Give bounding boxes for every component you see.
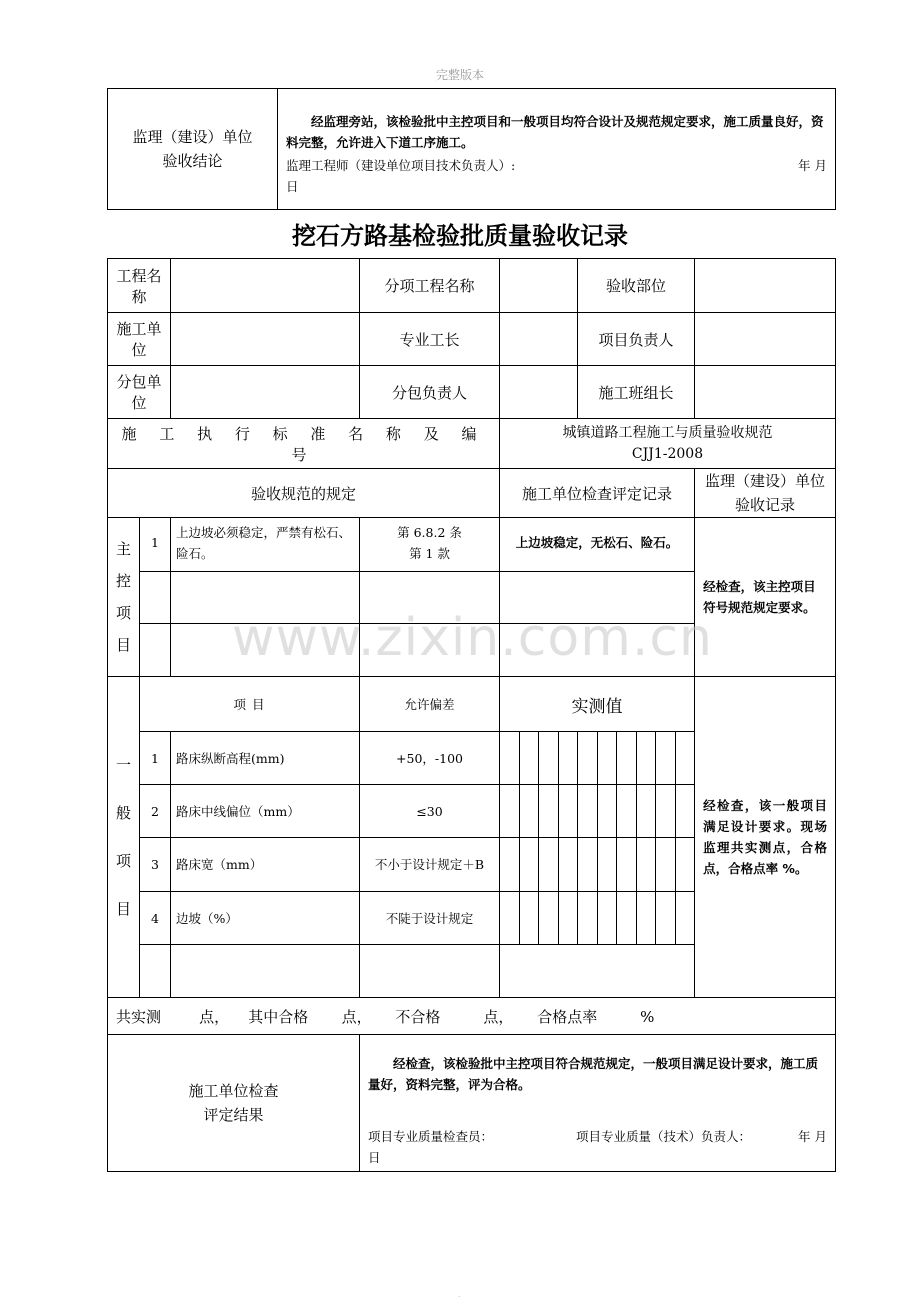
main-control-item-no: 1 (140, 518, 171, 572)
main-control-empty-check (500, 572, 695, 624)
general-item-tolerance: 不陡于设计规定 (360, 892, 500, 945)
measured-cell[interactable] (656, 892, 676, 945)
supervisor-signature-label: 监理工程师（建设单位项目技术负责人）: (286, 158, 516, 173)
sub-leader-value[interactable] (500, 366, 578, 419)
contractor-label: 施工单位 (108, 313, 171, 366)
main-control-empty-no (140, 624, 171, 677)
supervisor-record-header: 监理（建设）单位 验收记录 (695, 469, 836, 518)
general-empty-measured (500, 945, 695, 998)
measured-cell[interactable] (656, 785, 676, 838)
main-control-empty-item (171, 624, 360, 677)
tech-lead-label: 项目专业质量（技术）负责人： (576, 1129, 752, 1144)
measured-cell[interactable] (500, 838, 520, 892)
measured-cell[interactable] (578, 838, 598, 892)
measured-cell[interactable] (578, 892, 598, 945)
subcontractor-value[interactable] (171, 366, 360, 419)
general-label-text: 一般项目 (115, 756, 131, 918)
location-label: 验收部位 (578, 259, 695, 313)
result-date-d: 日 (368, 1150, 381, 1165)
inspector-label: 项目专业质量检查员： (368, 1129, 494, 1144)
general-item-header: 项 目 (140, 677, 360, 732)
result-text: 经检查，该检验批中主控项目符合规范规定，一般项目满足设计要求，施工质量好，资料完整，评为合格。 (368, 1056, 819, 1092)
measured-cell[interactable] (519, 892, 539, 945)
general-item-tolerance: 不小于设计规定＋B (360, 838, 500, 892)
general-tolerance-header: 允许偏差 (360, 677, 500, 732)
supervisor-date-ym: 年 月 (798, 158, 827, 173)
measured-cell[interactable] (558, 892, 578, 945)
supervisor-date-d: 日 (286, 179, 299, 194)
result-date-ym: 年 月 (798, 1129, 827, 1144)
measured-cell[interactable] (597, 838, 617, 892)
standard-value: 城镇道路工程施工与质量验收规范 CJJ1-2008 (500, 419, 836, 469)
general-measured-header: 实测值 (500, 677, 695, 732)
measured-cell[interactable] (675, 732, 695, 785)
general-item-tolerance: ≤30 (360, 785, 500, 838)
general-item-name: 路床纵断高程(mm) (171, 732, 360, 785)
measured-cell[interactable] (500, 732, 520, 785)
team-leader-value[interactable] (695, 366, 836, 419)
sub-project-label: 分项工程名称 (360, 259, 500, 313)
project-name-label: 工程名称 (108, 259, 171, 313)
general-item-name: 路床宽（mm） (171, 838, 360, 892)
measured-cell[interactable] (656, 838, 676, 892)
supervisor-conclusion-text: 经监理旁站，该检验批中主控项目和一般项目均符合设计及规范规定要求，施工质量良好，资料完整，允许进入下道工序施工。 (286, 114, 824, 150)
subcontractor-label: 分包单位 (108, 366, 171, 419)
general-item-name: 路床中线偏位（mm） (171, 785, 360, 838)
general-item-no: 2 (140, 785, 171, 838)
main-control-label-text: 主控项目 (115, 540, 131, 654)
measured-cell[interactable] (617, 732, 637, 785)
main-control-empty-clause (360, 624, 500, 677)
measured-cell[interactable] (617, 785, 637, 838)
general-item-no: 3 (140, 838, 171, 892)
footer-dot: . (458, 1290, 461, 1299)
standard-label: 施 工 执 行 标 准 名 称 及 编 号 (108, 419, 500, 469)
measured-cell[interactable] (617, 892, 637, 945)
supervisor-conclusion-table (107, 88, 836, 210)
general-supervisor: 经检查，该一般项目满足设计要求。现场监理共实测点，合格 点，合格点率 %。 (695, 677, 836, 998)
contractor-record-header: 施工单位检查评定记录 (500, 469, 695, 518)
team-leader-label: 施工班组长 (578, 366, 695, 419)
measured-cell[interactable] (519, 732, 539, 785)
page-header: 完整版本 (435, 68, 484, 82)
main-control-supervisor: 经检查，该主控项目符号规范规定要求。 (695, 518, 836, 677)
measured-cell[interactable] (597, 732, 617, 785)
main-control-empty-no (140, 572, 171, 624)
contractor-value[interactable] (171, 313, 360, 366)
totals-row: 共实测 点， 其中合格 点， 不合格 点， 合格点率 % (108, 998, 836, 1035)
measured-cell[interactable] (636, 838, 656, 892)
general-empty-no (140, 945, 171, 998)
measured-cell[interactable] (578, 785, 598, 838)
page-title: 挖石方路基检验批质量验收记录 (292, 222, 628, 250)
measured-cell[interactable] (539, 785, 559, 838)
result-label: 施工单位检查 评定结果 (108, 1035, 360, 1172)
measured-cell[interactable] (597, 785, 617, 838)
main-control-empty-check (500, 624, 695, 677)
main-control-item-text: 上边坡必须稳定，严禁有松石、险石。 (171, 518, 360, 572)
pm-label: 项目负责人 (578, 313, 695, 366)
general-item-no: 4 (140, 892, 171, 945)
measured-cell[interactable] (519, 838, 539, 892)
general-empty-tolerance (360, 945, 500, 998)
measured-cell[interactable] (500, 892, 520, 945)
measured-cell[interactable] (636, 732, 656, 785)
sub-leader-label: 分包负责人 (360, 366, 500, 419)
measured-cell[interactable] (558, 732, 578, 785)
measured-cell[interactable] (597, 892, 617, 945)
sub-project-value[interactable] (500, 259, 578, 313)
general-item-tolerance: +50，-100 (360, 732, 500, 785)
watermark: www.zixin.com.cn (232, 608, 713, 668)
project-name-value[interactable] (171, 259, 360, 313)
measured-cell[interactable] (539, 892, 559, 945)
measured-cell[interactable] (675, 892, 695, 945)
measured-cell[interactable] (656, 732, 676, 785)
measured-cell[interactable] (675, 838, 695, 892)
measured-cell[interactable] (558, 838, 578, 892)
measured-cell[interactable] (500, 785, 520, 838)
measured-cell[interactable] (539, 838, 559, 892)
foreman-label: 专业工长 (360, 313, 500, 366)
measured-cell[interactable] (578, 732, 598, 785)
foreman-value[interactable] (500, 313, 578, 366)
general-empty-item (171, 945, 360, 998)
measured-cell[interactable] (636, 892, 656, 945)
measured-cell[interactable] (558, 785, 578, 838)
main-control-empty-clause (360, 572, 500, 624)
location-value[interactable] (695, 259, 836, 313)
general-item-no: 1 (140, 732, 171, 785)
spec-column-header: 验收规范的规定 (108, 469, 500, 518)
measured-cell[interactable] (675, 785, 695, 838)
measured-cell[interactable] (519, 785, 539, 838)
pm-value[interactable] (695, 313, 836, 366)
inspection-record-table (107, 258, 836, 1172)
measured-cell[interactable] (539, 732, 559, 785)
main-control-clause: 第 6.8.2 条 第 1 款 (360, 518, 500, 572)
general-item-name: 边坡（%） (171, 892, 360, 945)
supervisor-conclusion-label: 监理（建设）单位 验收结论 (108, 89, 278, 210)
measured-cell[interactable] (636, 785, 656, 838)
measured-cell[interactable] (617, 838, 637, 892)
main-control-check: 上边坡稳定，无松石、险石。 (500, 518, 695, 572)
general-label (108, 677, 140, 998)
main-control-empty-item (171, 572, 360, 624)
main-control-label (108, 518, 140, 677)
